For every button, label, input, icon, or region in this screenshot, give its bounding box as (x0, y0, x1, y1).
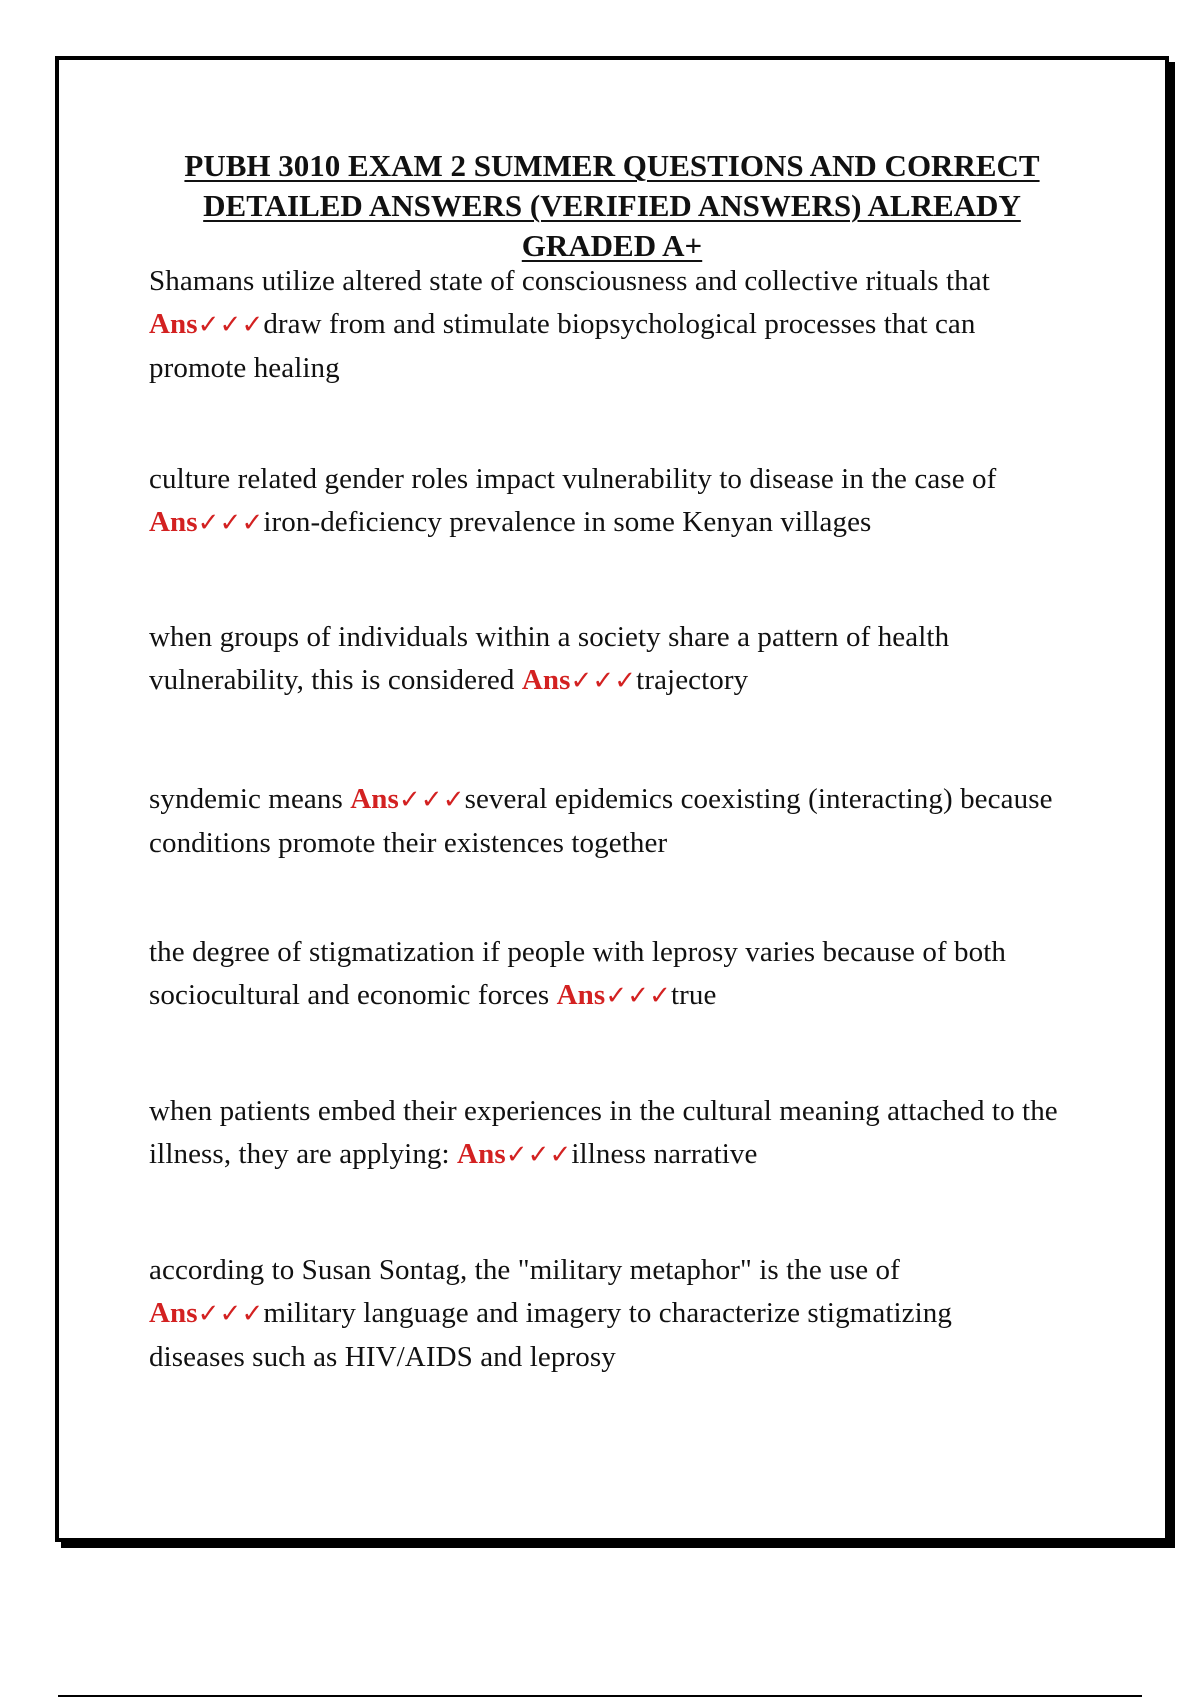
checkmark-icon: ✓✓✓ (505, 1140, 572, 1170)
answer-text: military language and imagery to characterize stigmatizing diseases such as HIV/AIDS and leprosy (149, 1297, 952, 1373)
qa-item-5 (149, 931, 1049, 1018)
qa-item-4 (149, 778, 1059, 865)
checkmark-icon: ✓✓✓ (197, 508, 264, 538)
checkmark-icon: ✓✓✓ (570, 666, 637, 696)
answer-text: true (670, 979, 717, 1011)
footer-divider (58, 1695, 1142, 1697)
title-line-2: DETAILED ANSWERS (VERIFIED ANSWERS) ALREADY (203, 188, 1021, 223)
answer-marker: Ans (556, 979, 606, 1011)
answer-marker: Ans (149, 308, 198, 340)
answer-text: trajectory (636, 664, 749, 696)
checkmark-icon: ✓✓✓ (605, 981, 671, 1011)
qa-item-6 (149, 1090, 1089, 1177)
qa-item-2 (149, 458, 1129, 545)
answer-marker: Ans (521, 664, 571, 696)
question-text: culture related gender roles impact vulnerability to disease in the case of (149, 463, 997, 495)
checkmark-icon: ✓✓✓ (197, 1299, 264, 1329)
answer-marker: Ans (149, 1297, 198, 1329)
answer-text: draw from and stimulate biopsychological processes that can promote healing (149, 308, 976, 384)
answer-marker: Ans (350, 783, 399, 815)
checkmark-icon: ✓✓✓ (398, 785, 465, 815)
answer-text: several epidemics coexisting (interacting) because conditions promote their existences together (149, 783, 1053, 859)
qa-item-7 (149, 1249, 1049, 1379)
qa-item-1 (149, 260, 1049, 390)
question-text: when patients embed their experiences in the cultural meaning attached to the illness, they are applying: (149, 1095, 1058, 1170)
question-text: the degree of stigmatization if people with leprosy varies because of both sociocultural and economic forces (149, 936, 1006, 1011)
answer-marker: Ans (149, 506, 198, 538)
checkmark-icon: ✓✓✓ (197, 310, 264, 340)
title-line-3: GRADED A+ (521, 228, 703, 263)
question-text: syndemic means (149, 783, 343, 815)
answer-text: iron-deficiency prevalence in some Kenyan villages (263, 506, 872, 538)
qa-item-3 (149, 616, 1049, 703)
title-line-1: PUBH 3010 EXAM 2 SUMMER QUESTIONS AND CORRECT (184, 148, 1040, 183)
answer-text: illness narrative (571, 1138, 758, 1170)
page-frame (55, 56, 1169, 1542)
question-text: Shamans utilize altered state of consciousness and collective rituals that (149, 265, 990, 297)
answer-marker: Ans (457, 1138, 506, 1170)
question-text: when groups of individuals within a society share a pattern of health vulnerability, this is considered (149, 621, 950, 696)
question-text: according to Susan Sontag, the "military metaphor" is the use of (149, 1254, 900, 1286)
document-title (59, 146, 1165, 266)
